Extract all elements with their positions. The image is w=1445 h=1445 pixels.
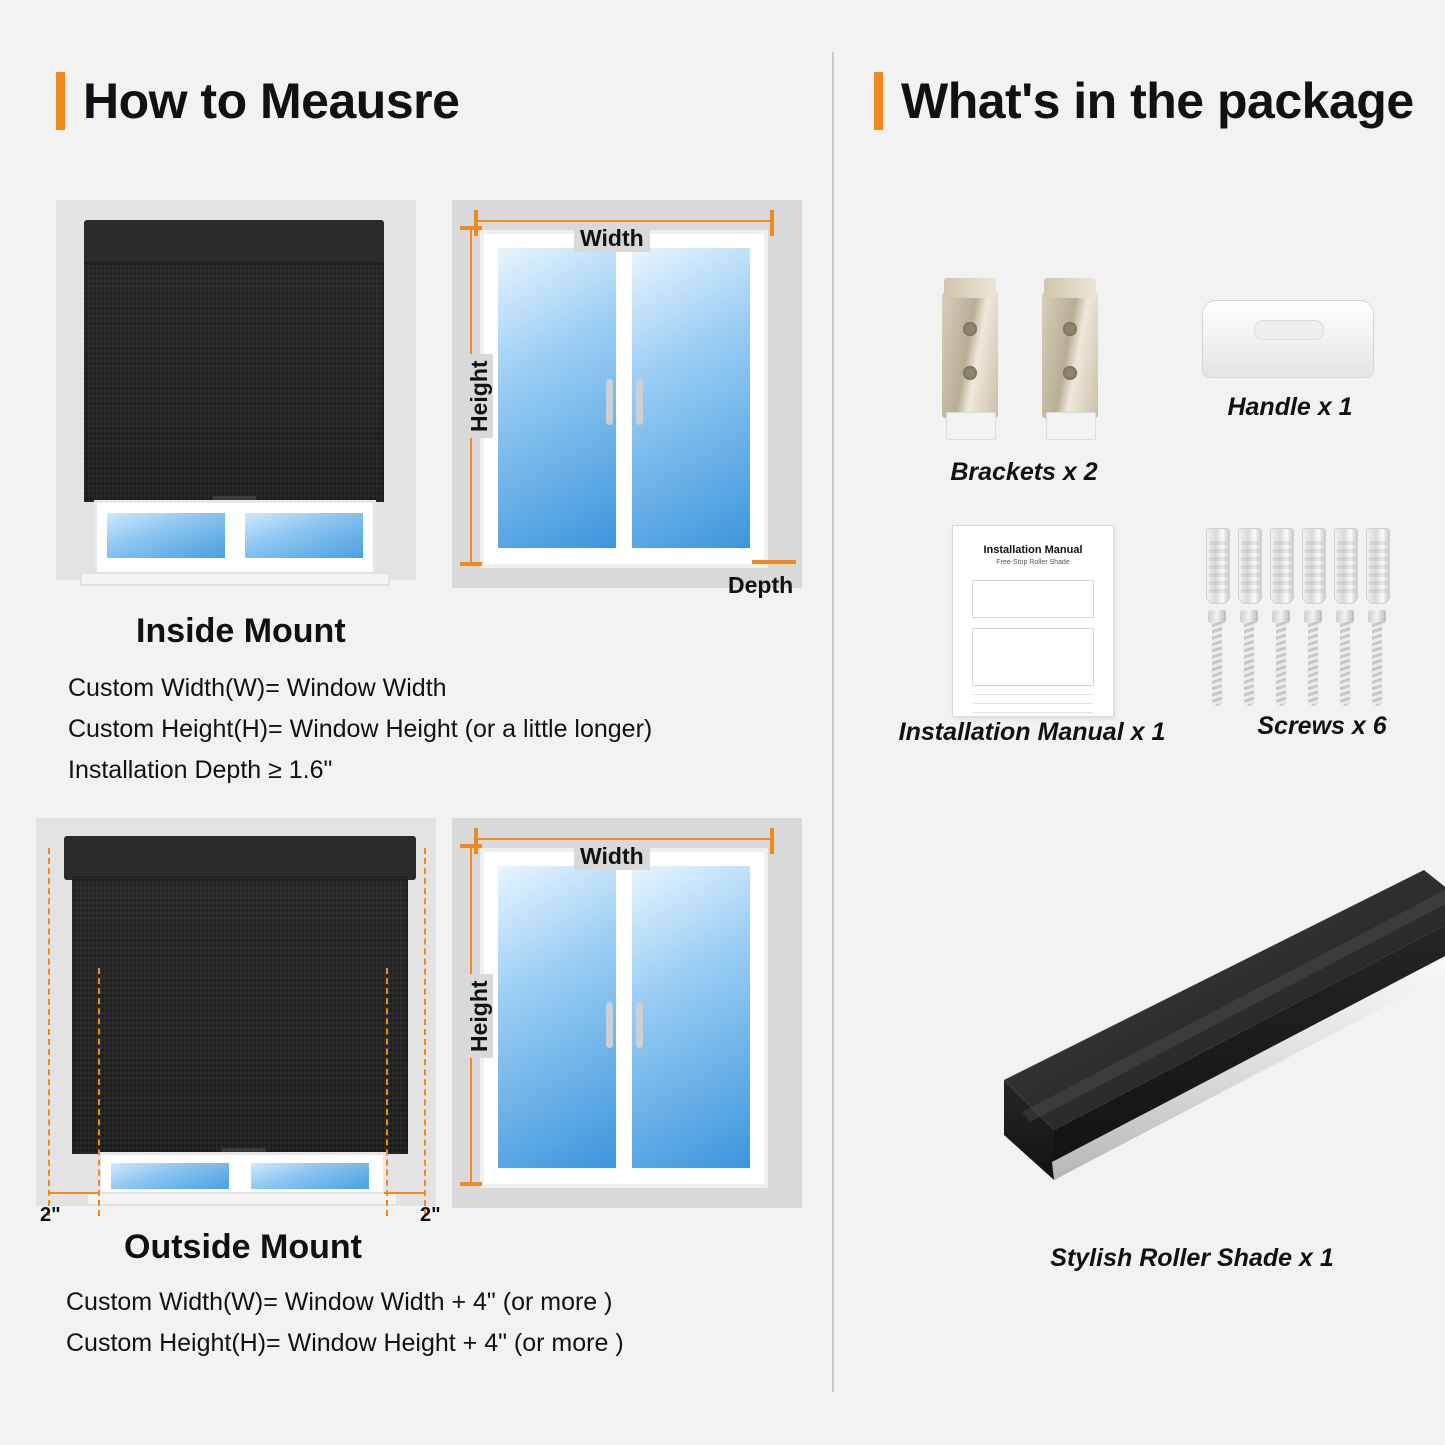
screw-icon-4 xyxy=(1304,610,1322,706)
window-mullion-2 xyxy=(616,860,632,1174)
outside-dash-inner-left xyxy=(98,968,100,1216)
outside-dash-right xyxy=(424,848,426,1216)
screw-icon-1 xyxy=(1208,610,1226,706)
handle-icon xyxy=(1202,300,1374,378)
shade-fabric xyxy=(84,262,384,502)
outside-mount-caption: Outside Mount xyxy=(124,1228,362,1266)
screw-shaft-5 xyxy=(1340,622,1350,706)
window-pane-left-2 xyxy=(498,866,616,1168)
inside-mount-notes xyxy=(68,668,652,791)
window-pane-right xyxy=(632,248,750,548)
width-tick-right xyxy=(770,210,774,236)
headrail xyxy=(84,220,384,266)
wall-anchor-1 xyxy=(1206,528,1230,604)
screw-shaft-6 xyxy=(1372,622,1382,706)
manual-subtitle: Free-Stop Roller Shade xyxy=(996,559,1070,566)
manual-label: Installation Manual x 1 xyxy=(898,718,1166,746)
heading-text-2: What's in the package xyxy=(901,73,1414,129)
window-frame xyxy=(94,500,376,582)
window-handle-left xyxy=(606,379,613,425)
window-frame-outline xyxy=(480,230,768,568)
bracket-body-1 xyxy=(942,292,998,418)
window-pane-left xyxy=(498,248,616,548)
window-sill-2 xyxy=(86,1192,398,1206)
offset-arrow-left xyxy=(48,1192,100,1194)
width-tick-left-2 xyxy=(474,828,478,854)
bracket-icon-2 xyxy=(1042,270,1098,440)
roller-shade-label: Stylish Roller Shade x 1 xyxy=(1050,1244,1334,1272)
width-tick-right-2 xyxy=(770,828,774,854)
width-label: Width xyxy=(574,225,650,252)
width-label-2: Width xyxy=(574,843,650,870)
wall-anchor-5 xyxy=(1334,528,1358,604)
bracket-hole-2 xyxy=(963,366,977,380)
outside-note-1: Custom Width(W)= Window Width + 4" (or more ) xyxy=(66,1288,613,1316)
window-handle-right xyxy=(636,379,643,425)
offset-left-label: 2" xyxy=(40,1204,61,1226)
window-pane-right-2 xyxy=(632,866,750,1168)
window-glass-right-2 xyxy=(251,1163,369,1189)
bracket-cap-2 xyxy=(1044,278,1096,298)
inside-note-1: Custom Width(W)= Window Width xyxy=(68,674,447,702)
width-tick-left xyxy=(474,210,478,236)
bracket-foot-1 xyxy=(946,412,996,440)
roller-shade-product-image xyxy=(904,850,1445,1220)
heading-accent-bar-2 xyxy=(874,72,883,130)
window-handle-left-2 xyxy=(606,1002,613,1048)
wall-anchor-4 xyxy=(1302,528,1326,604)
manual-figure-row xyxy=(972,580,1094,618)
outside-mount-measure-window xyxy=(452,818,802,1208)
package-heading xyxy=(874,72,1414,130)
window-glass-left-2 xyxy=(111,1163,229,1189)
manual-figure-box xyxy=(972,628,1094,686)
inside-mount-caption: Inside Mount xyxy=(136,612,346,650)
screw-shaft-2 xyxy=(1244,622,1254,706)
outside-dash-inner-right xyxy=(386,968,388,1216)
window-frame-outline-2 xyxy=(480,848,768,1188)
handle-slot xyxy=(1254,320,1324,340)
offset-right-label: 2" xyxy=(420,1204,441,1226)
screw-icon-3 xyxy=(1272,610,1290,706)
outside-dash-left xyxy=(48,848,50,1216)
bracket-hole-1 xyxy=(963,322,977,336)
inside-mount-measure-window xyxy=(452,200,802,598)
screw-icon-6 xyxy=(1368,610,1386,706)
depth-tick xyxy=(752,560,796,564)
manual-title: Installation Manual xyxy=(983,544,1083,556)
bracket-body-2 xyxy=(1042,292,1098,418)
wall-anchor-3 xyxy=(1270,528,1294,604)
manual-text-line-2 xyxy=(973,703,1093,704)
outside-mount-notes xyxy=(66,1282,624,1364)
right-column xyxy=(834,0,1445,1445)
bracket-foot-2 xyxy=(1046,412,1096,440)
window-glass-right xyxy=(245,513,363,558)
window-sill xyxy=(80,572,390,586)
screw-shaft-3 xyxy=(1276,622,1286,706)
screw-icon-5 xyxy=(1336,610,1354,706)
window-mullion xyxy=(616,242,632,554)
bracket-hole-4 xyxy=(1063,366,1077,380)
width-arrow xyxy=(478,220,770,222)
how-to-measure-heading xyxy=(56,72,459,130)
heading-text: How to Meausre xyxy=(83,73,460,129)
screw-icon-2 xyxy=(1240,610,1258,706)
bracket-cap-1 xyxy=(944,278,996,298)
outside-mount-shade-illustration xyxy=(36,818,436,1206)
height-label-2: Height xyxy=(466,974,493,1058)
screws-label: Screws x 6 xyxy=(1257,712,1387,740)
inside-note-2: Custom Height(H)= Window Height (or a little longer) xyxy=(68,715,653,743)
width-arrow-2 xyxy=(478,838,770,840)
offset-arrow-right xyxy=(384,1192,426,1194)
wall-anchor-2 xyxy=(1238,528,1262,604)
screw-shaft-4 xyxy=(1308,622,1318,706)
inside-note-3: Installation Depth ≥ 1.6" xyxy=(68,756,333,784)
bracket-hole-3 xyxy=(1063,322,1077,336)
bracket-icon-1 xyxy=(942,270,998,440)
outside-note-2: Custom Height(H)= Window Height + 4" (or more ) xyxy=(66,1329,624,1357)
depth-label: Depth xyxy=(728,572,794,598)
brackets-label: Brackets x 2 xyxy=(950,458,1098,486)
wall-anchor-6 xyxy=(1366,528,1390,604)
window-glass-left xyxy=(107,513,225,558)
headrail-2 xyxy=(64,836,416,880)
inside-mount-shade-illustration xyxy=(56,200,416,580)
heading-accent-bar xyxy=(56,72,65,130)
height-label: Height xyxy=(466,354,493,438)
installation-manual-icon xyxy=(952,525,1114,717)
manual-text-line-3 xyxy=(973,712,1093,713)
shade-fabric-2 xyxy=(72,876,408,1154)
handle-label: Handle x 1 xyxy=(1227,393,1353,421)
screw-shaft-1 xyxy=(1212,622,1222,706)
window-handle-right-2 xyxy=(636,1002,643,1048)
manual-text-line-1 xyxy=(973,694,1093,695)
